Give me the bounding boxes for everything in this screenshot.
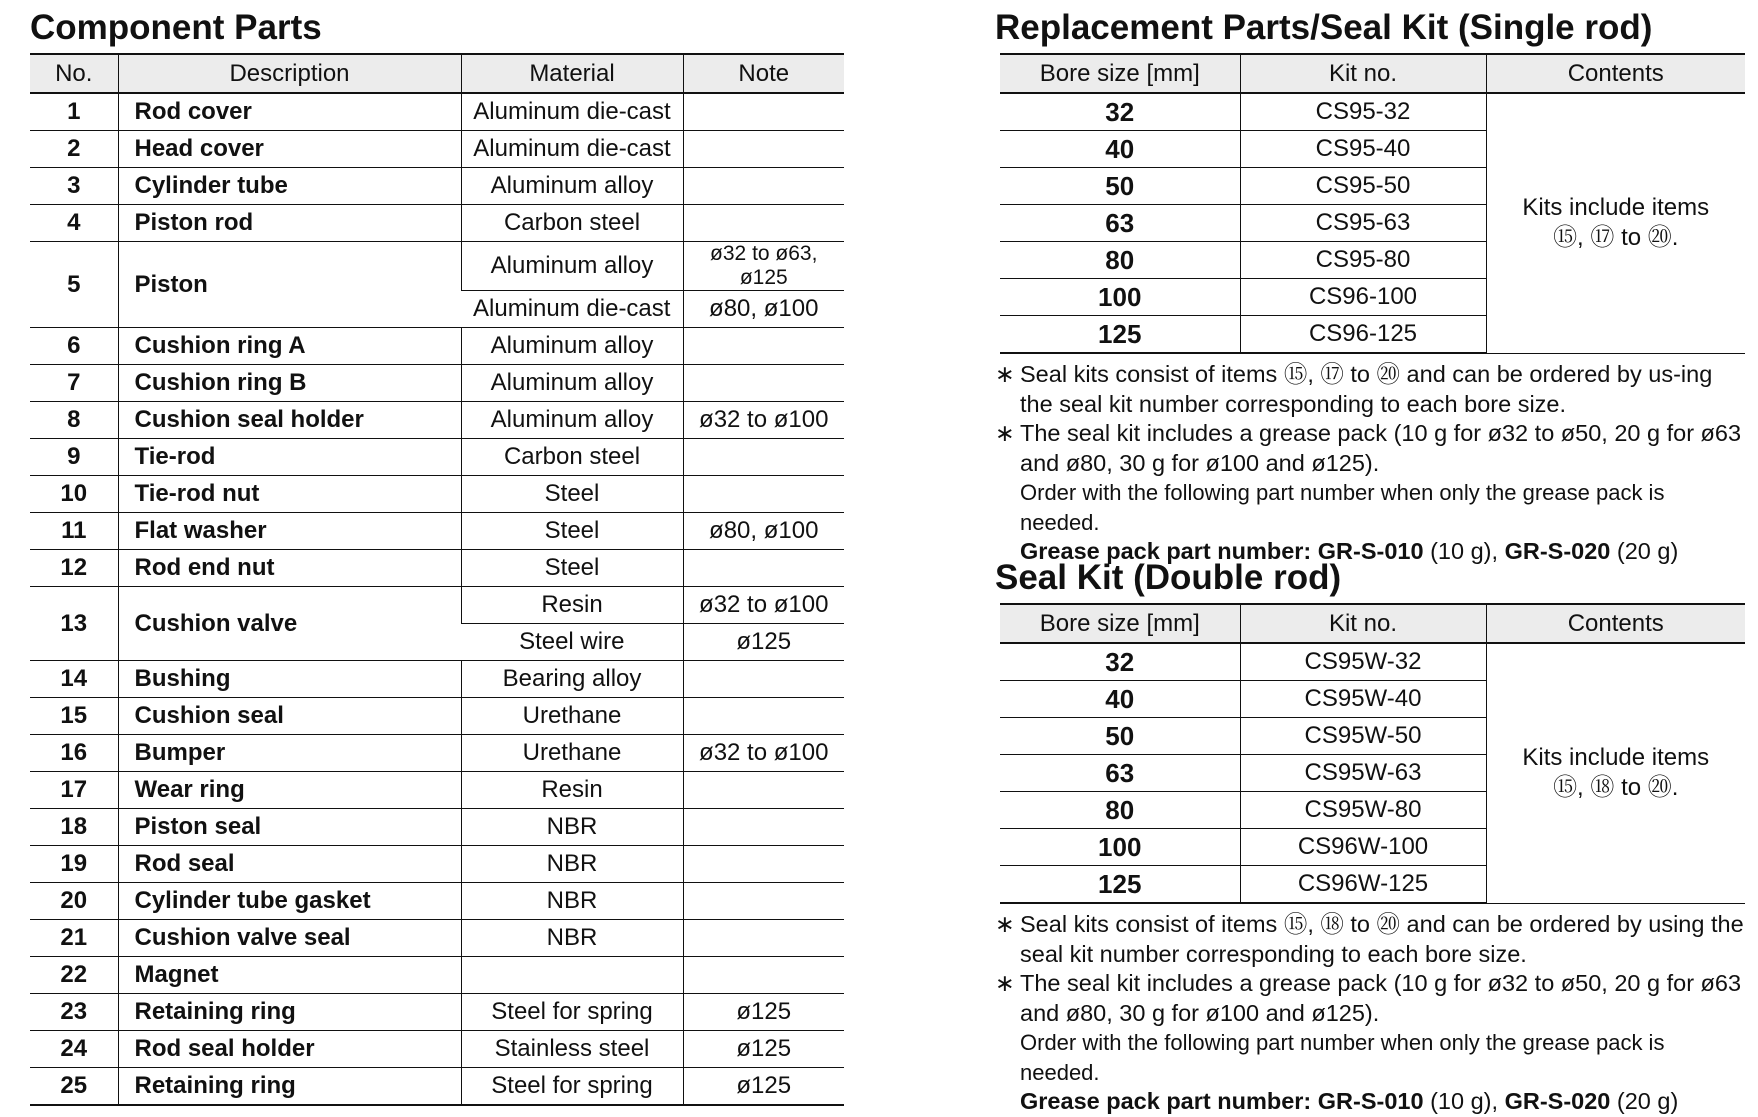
bore-size-cell: 50	[1000, 718, 1240, 755]
note-cell	[683, 920, 844, 957]
part-number-cell: 21	[30, 920, 118, 957]
bore-size-cell: 32	[1000, 643, 1240, 681]
bore-size-cell: 100	[1000, 279, 1240, 316]
table-row	[30, 809, 844, 846]
bore-size-cell: 40	[1000, 681, 1240, 718]
description-cell: Piston seal	[118, 809, 461, 846]
table-row	[30, 1031, 844, 1068]
kit-no-cell: CS95W-80	[1240, 792, 1486, 829]
note-cell	[683, 439, 844, 476]
table-row	[30, 957, 844, 994]
component-parts-title: Component Parts	[30, 8, 322, 47]
part-number-cell: 20	[30, 883, 118, 920]
single-rod-notes	[995, 360, 1747, 567]
part-number-cell: 17	[30, 772, 118, 809]
description-cell: Cushion ring A	[118, 328, 461, 365]
kit-no-cell: CS95W-32	[1240, 643, 1486, 681]
table-row	[30, 328, 844, 365]
table-row	[30, 131, 844, 168]
kit-no-cell: CS95-80	[1240, 242, 1486, 279]
description-cell: Cushion ring B	[118, 365, 461, 402]
table-row	[30, 846, 844, 883]
note-cell: ø32 to ø100	[683, 587, 844, 624]
single-rod-kit-table	[1000, 53, 1745, 354]
note-cell	[683, 168, 844, 205]
single-header-row	[1000, 54, 1745, 93]
note-cell	[683, 131, 844, 168]
table-row	[30, 513, 844, 550]
note-cell	[683, 809, 844, 846]
description-cell: Retaining ring	[118, 1068, 461, 1106]
material-cell: Carbon steel	[461, 439, 683, 476]
material-cell: Aluminum alloy	[461, 242, 683, 291]
description-cell: Cushion seal holder	[118, 402, 461, 439]
kit-no-cell: CS95-40	[1240, 131, 1486, 168]
note-cell: ø125	[683, 624, 844, 661]
order-note: Order with the following part number when only the grease pack is needed.	[1020, 1030, 1665, 1085]
bore-size-cell: 125	[1000, 316, 1240, 354]
header-material: Material	[461, 54, 683, 93]
table-row	[30, 735, 844, 772]
bore-size-cell: 80	[1000, 792, 1240, 829]
table-row	[30, 205, 844, 242]
note-cell: ø80, ø100	[683, 513, 844, 550]
material-cell: NBR	[461, 846, 683, 883]
note-cell: ø80, ø100	[683, 291, 844, 328]
material-cell: Stainless steel	[461, 1031, 683, 1068]
description-cell: Rod end nut	[118, 550, 461, 587]
material-cell: Steel wire	[461, 624, 683, 661]
header-no: No.	[30, 54, 118, 93]
material-cell: Steel	[461, 513, 683, 550]
part-number-cell: 3	[30, 168, 118, 205]
material-cell: NBR	[461, 920, 683, 957]
material-cell: Bearing alloy	[461, 661, 683, 698]
note-item	[995, 419, 1747, 478]
material-cell: Aluminum die-cast	[461, 93, 683, 131]
component-header-row	[30, 54, 844, 93]
description-cell: Rod seal	[118, 846, 461, 883]
part-number-cell: 9	[30, 439, 118, 476]
double-header-row	[1000, 604, 1745, 643]
description-cell: Magnet	[118, 957, 461, 994]
part-number-cell: 18	[30, 809, 118, 846]
grease-pack-label: Grease pack part number:	[1020, 1088, 1312, 1114]
asterisk-icon: ∗	[995, 911, 1015, 937]
description-cell: Wear ring	[118, 772, 461, 809]
table-row	[1000, 643, 1745, 681]
grease-pack-qty-1: (10 g),	[1430, 538, 1499, 564]
single-body	[1000, 93, 1745, 353]
contents-cell	[1486, 93, 1745, 353]
note-cell: ø32 to ø63, ø125	[683, 242, 844, 291]
bore-size-cell: 40	[1000, 131, 1240, 168]
note-cell: ø125	[683, 994, 844, 1031]
kit-no-cell: CS95W-63	[1240, 755, 1486, 792]
table-row	[30, 93, 844, 131]
description-cell: Bumper	[118, 735, 461, 772]
description-cell: Tie-rod	[118, 439, 461, 476]
description-cell: Head cover	[118, 131, 461, 168]
note-text: The seal kit includes a grease pack (10 g for ø32 to ø50, 20 g for ø63 and ø80, 30 g for ø100 and ø125).	[1020, 970, 1742, 1026]
table-row	[30, 365, 844, 402]
description-cell: Flat washer	[118, 513, 461, 550]
contents-line-2: ⑮, ⑱ to ⑳.	[1553, 774, 1679, 802]
description-cell: Cylinder tube	[118, 168, 461, 205]
material-cell: Steel	[461, 550, 683, 587]
material-cell: Resin	[461, 772, 683, 809]
table-row	[30, 883, 844, 920]
note-cell	[683, 883, 844, 920]
note-item	[995, 910, 1747, 969]
material-cell: Aluminum alloy	[461, 365, 683, 402]
note-cell: ø125	[683, 1031, 844, 1068]
header-note: Note	[683, 54, 844, 93]
material-cell: Aluminum alloy	[461, 168, 683, 205]
table-row	[30, 698, 844, 735]
part-number-cell: 25	[30, 1068, 118, 1106]
part-number-cell: 4	[30, 205, 118, 242]
table-row	[30, 550, 844, 587]
material-cell: Carbon steel	[461, 205, 683, 242]
kit-no-cell: CS96-125	[1240, 316, 1486, 354]
table-row	[1000, 93, 1745, 131]
part-number-cell: 7	[30, 365, 118, 402]
note-cell	[683, 957, 844, 994]
double-rod-kit-table	[1000, 603, 1745, 904]
kit-no-cell: CS96W-125	[1240, 866, 1486, 904]
note-cell	[683, 205, 844, 242]
kit-no-cell: CS96W-100	[1240, 829, 1486, 866]
header-description: Description	[118, 54, 461, 93]
single-rod-kit-title: Replacement Parts/Seal Kit (Single rod)	[995, 8, 1653, 47]
component-body	[30, 93, 844, 1105]
part-number-cell: 2	[30, 131, 118, 168]
asterisk-icon: ∗	[995, 361, 1015, 387]
note-text: The seal kit includes a grease pack (10 g for ø32 to ø50, 20 g for ø63 and ø80, 30 g for ø100 and ø125).	[1020, 420, 1742, 476]
part-number-cell: 19	[30, 846, 118, 883]
part-number-cell: 12	[30, 550, 118, 587]
table-row	[30, 920, 844, 957]
bore-size-cell: 100	[1000, 829, 1240, 866]
grease-pack-qty-1: (10 g),	[1430, 1088, 1499, 1114]
material-cell: Aluminum die-cast	[461, 291, 683, 328]
note-cell	[683, 846, 844, 883]
double-rod-kit-title: Seal Kit (Double rod)	[995, 558, 1342, 597]
description-cell: Cushion valve seal	[118, 920, 461, 957]
header-bore-size: Bore size [mm]	[1000, 604, 1240, 643]
description-cell: Cylinder tube gasket	[118, 883, 461, 920]
material-cell: Aluminum die-cast	[461, 131, 683, 168]
bore-size-cell: 63	[1000, 205, 1240, 242]
header-kit-no: Kit no.	[1240, 54, 1486, 93]
material-cell: Steel	[461, 476, 683, 513]
table-row	[30, 994, 844, 1031]
material-cell: NBR	[461, 809, 683, 846]
kit-no-cell: CS95-63	[1240, 205, 1486, 242]
description-cell: Cushion valve	[118, 587, 461, 661]
material-cell: Urethane	[461, 698, 683, 735]
note-cell	[683, 772, 844, 809]
note-cell	[683, 476, 844, 513]
note-cell	[683, 365, 844, 402]
material-cell: Urethane	[461, 735, 683, 772]
table-row	[30, 168, 844, 205]
grease-pack-qty-2: (20 g)	[1616, 538, 1679, 564]
bore-size-cell: 63	[1000, 755, 1240, 792]
kit-no-cell: CS95W-50	[1240, 718, 1486, 755]
note-cell	[683, 550, 844, 587]
material-cell: Aluminum alloy	[461, 402, 683, 439]
grease-pack-number-2: GR-S-020	[1504, 538, 1611, 564]
note-text: Seal kits consist of items ⑮, ⑱ to ⑳ and can be ordered by using the seal kit number corresponding to each bore size.	[1020, 911, 1744, 967]
grease-pack-number-1: GR-S-010	[1317, 538, 1424, 564]
part-number-cell: 13	[30, 587, 118, 661]
note-cell: ø125	[683, 1068, 844, 1106]
grease-pack-line	[995, 1087, 1747, 1117]
part-number-cell: 11	[30, 513, 118, 550]
note-cell	[683, 698, 844, 735]
description-cell: Tie-rod nut	[118, 476, 461, 513]
part-number-cell: 14	[30, 661, 118, 698]
table-row	[30, 402, 844, 439]
contents-line-1: Kits include items	[1522, 194, 1710, 222]
note-item	[995, 969, 1747, 1028]
part-number-cell: 1	[30, 93, 118, 131]
header-bore-size: Bore size [mm]	[1000, 54, 1240, 93]
table-row	[30, 439, 844, 476]
material-cell: Aluminum alloy	[461, 328, 683, 365]
note-cell	[683, 661, 844, 698]
part-number-cell: 22	[30, 957, 118, 994]
grease-pack-label: Grease pack part number:	[1020, 538, 1312, 564]
grease-pack-qty-2: (20 g)	[1616, 1088, 1679, 1114]
header-kit-no: Kit no.	[1240, 604, 1486, 643]
kit-no-cell: CS95-32	[1240, 93, 1486, 131]
header-contents: Contents	[1486, 604, 1745, 643]
part-number-cell: 6	[30, 328, 118, 365]
material-cell: Steel for spring	[461, 1068, 683, 1106]
bore-size-cell: 125	[1000, 866, 1240, 904]
description-cell: Cushion seal	[118, 698, 461, 735]
table-row	[30, 242, 844, 291]
part-number-cell: 23	[30, 994, 118, 1031]
description-cell: Piston rod	[118, 205, 461, 242]
description-cell: Rod seal holder	[118, 1031, 461, 1068]
grease-pack-number-2: GR-S-020	[1504, 1088, 1611, 1114]
bore-size-cell: 50	[1000, 168, 1240, 205]
component-parts-table	[30, 53, 844, 1106]
header-contents: Contents	[1486, 54, 1745, 93]
table-row	[30, 587, 844, 624]
material-cell: NBR	[461, 883, 683, 920]
part-number-cell: 5	[30, 242, 118, 328]
material-cell: Steel for spring	[461, 994, 683, 1031]
note-cell: ø32 to ø100	[683, 735, 844, 772]
order-note: Order with the following part number when only the grease pack is needed.	[1020, 480, 1665, 535]
bore-size-cell: 80	[1000, 242, 1240, 279]
part-number-cell: 24	[30, 1031, 118, 1068]
grease-pack-number-1: GR-S-010	[1317, 1088, 1424, 1114]
table-row	[30, 1068, 844, 1106]
table-row	[30, 772, 844, 809]
part-number-cell: 10	[30, 476, 118, 513]
bore-size-cell: 32	[1000, 93, 1240, 131]
contents-line-2: ⑮, ⑰ to ⑳.	[1553, 224, 1679, 252]
table-row	[30, 661, 844, 698]
note-cell	[683, 328, 844, 365]
note-cell: ø32 to ø100	[683, 402, 844, 439]
note-item	[995, 360, 1747, 419]
kit-no-cell: CS95-50	[1240, 168, 1486, 205]
part-number-cell: 16	[30, 735, 118, 772]
part-number-cell: 8	[30, 402, 118, 439]
asterisk-icon: ∗	[995, 420, 1015, 446]
note-text: Seal kits consist of items ⑮, ⑰ to ⑳ and can be ordered by us-ing the seal kit number corresponding to each bore size.	[1020, 361, 1713, 417]
note-cell	[683, 93, 844, 131]
kit-no-cell: CS96-100	[1240, 279, 1486, 316]
description-cell: Rod cover	[118, 93, 461, 131]
table-row	[30, 476, 844, 513]
double-body	[1000, 643, 1745, 903]
material-cell: Resin	[461, 587, 683, 624]
double-rod-notes	[995, 910, 1747, 1117]
material-cell	[461, 957, 683, 994]
description-cell: Piston	[118, 242, 461, 328]
kit-no-cell: CS95W-40	[1240, 681, 1486, 718]
description-cell: Bushing	[118, 661, 461, 698]
contents-line-1: Kits include items	[1522, 744, 1710, 772]
description-cell: Retaining ring	[118, 994, 461, 1031]
contents-cell	[1486, 643, 1745, 903]
asterisk-icon: ∗	[995, 970, 1015, 996]
part-number-cell: 15	[30, 698, 118, 735]
